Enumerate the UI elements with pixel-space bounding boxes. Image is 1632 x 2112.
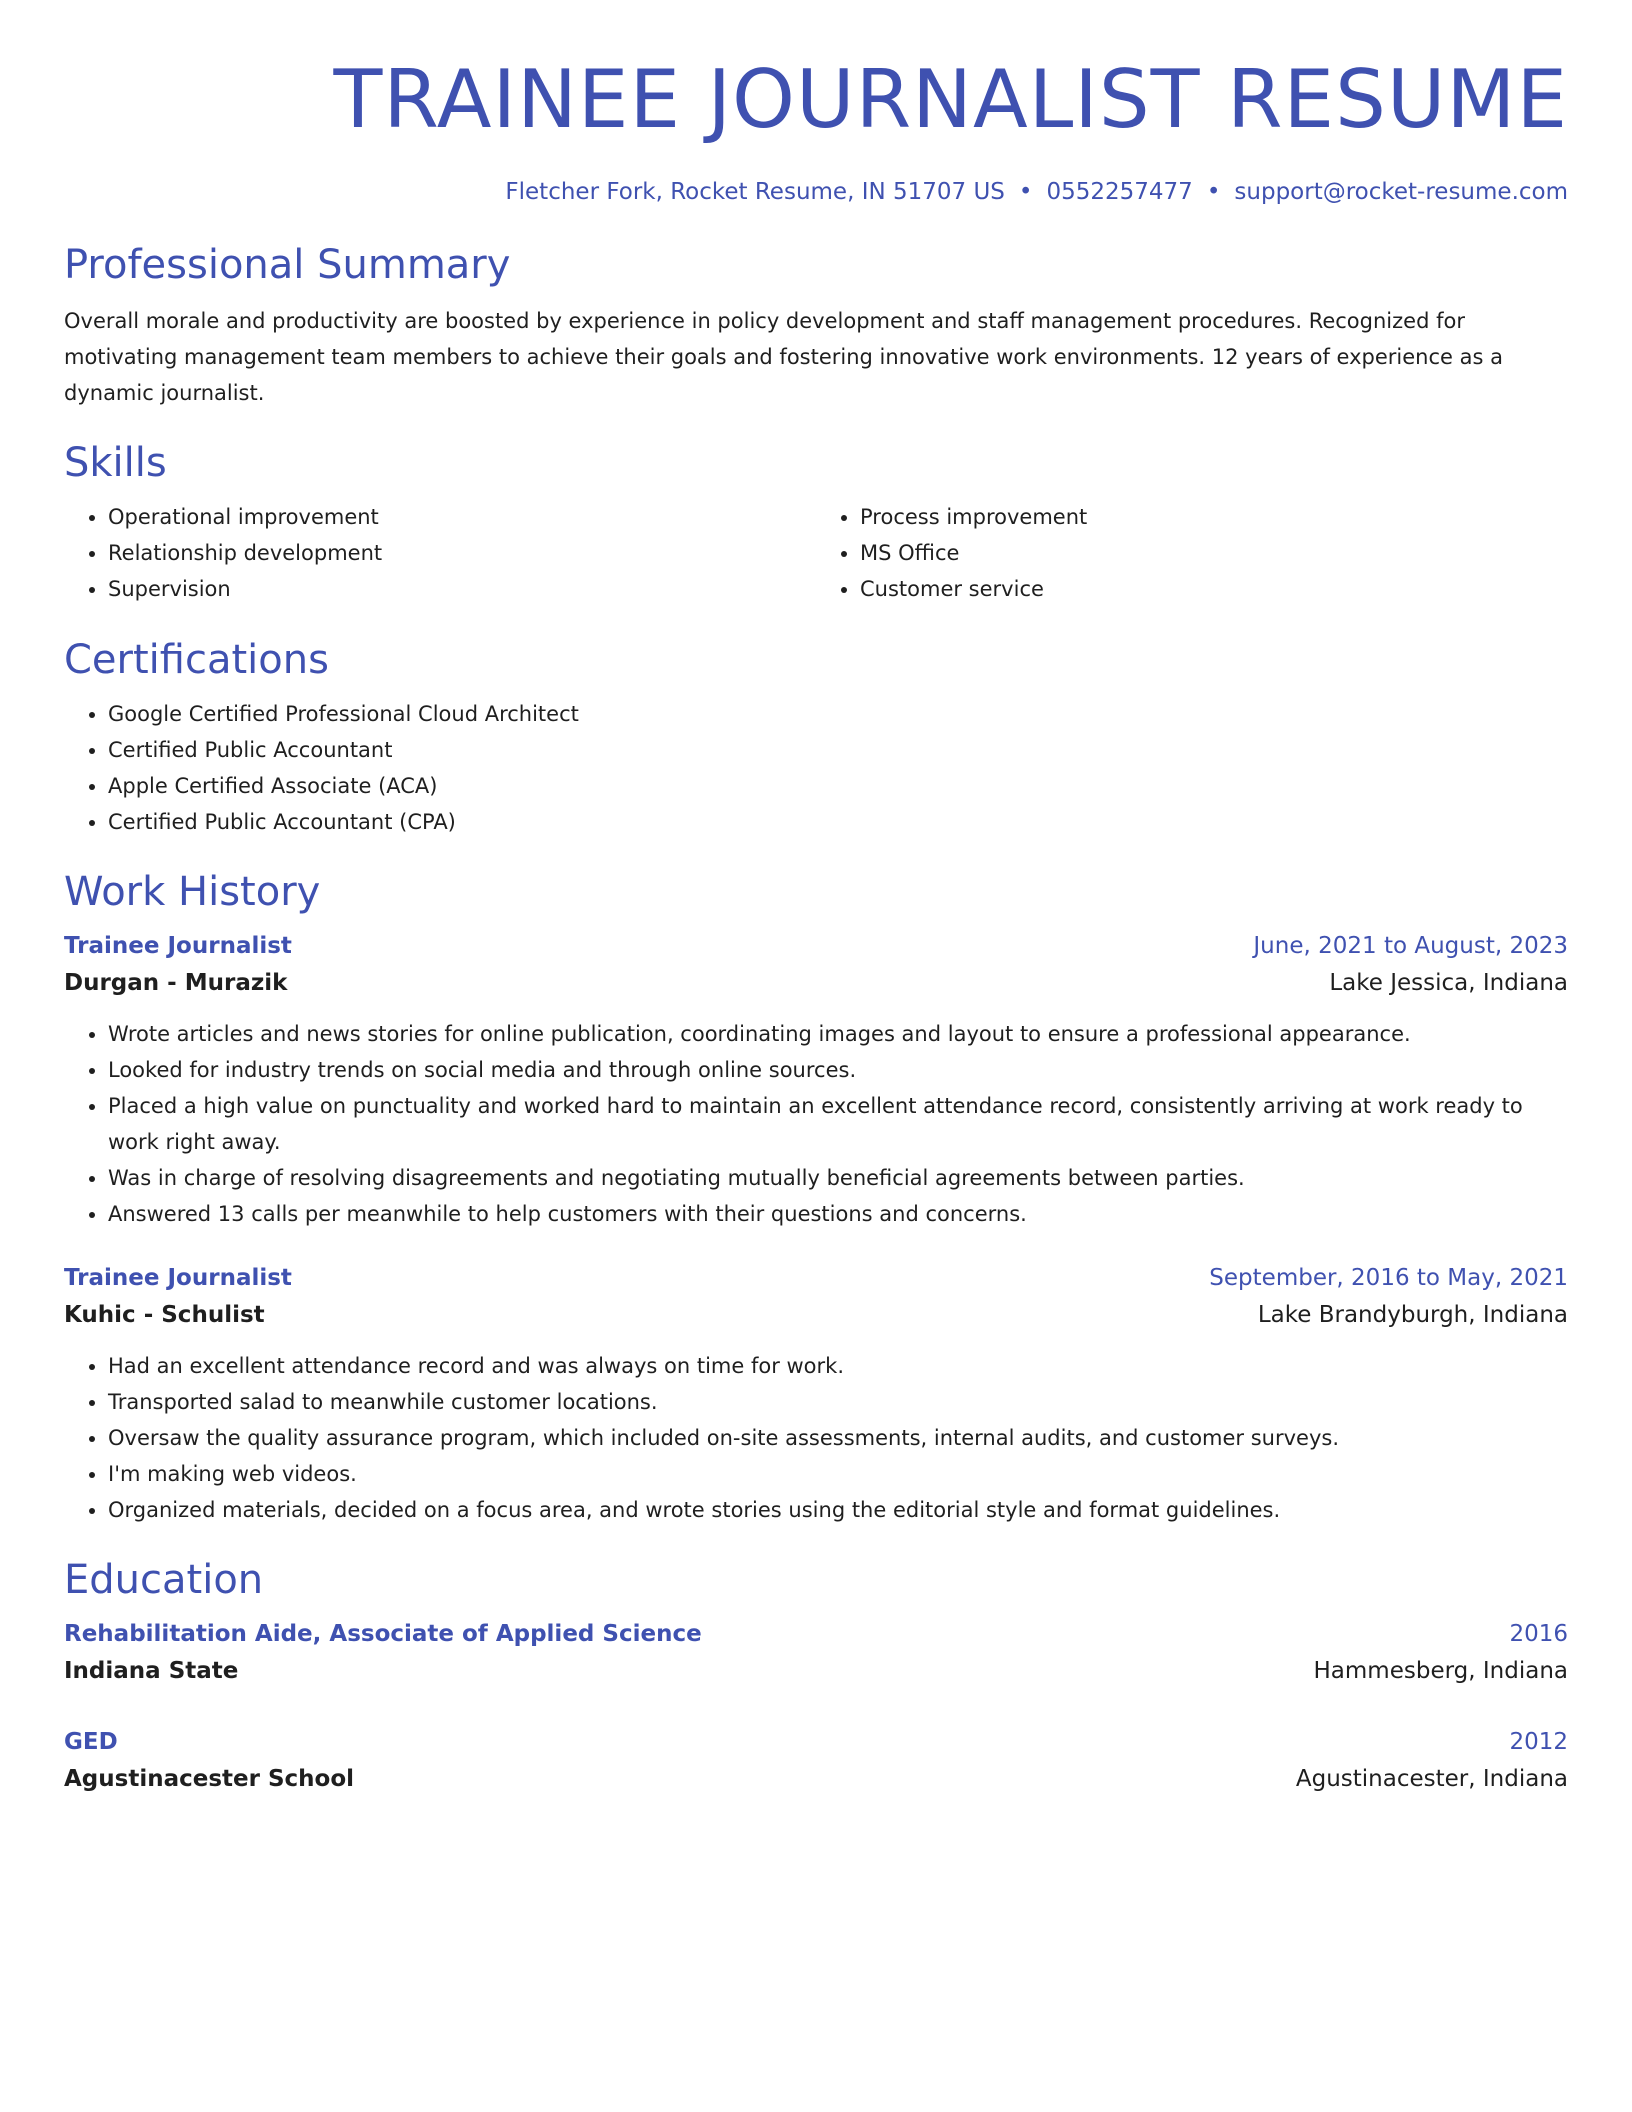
education-school: Agustinacester School bbox=[64, 1766, 355, 1792]
skill-item: • Relationship development bbox=[108, 535, 816, 571]
education-entry bbox=[64, 1616, 1568, 1690]
skills-column-right bbox=[816, 499, 1568, 607]
skills-list bbox=[64, 499, 1568, 607]
skill-item: • Supervision bbox=[108, 571, 816, 607]
education-year: 2016 bbox=[1509, 1621, 1568, 1647]
contact-separator: • bbox=[1018, 179, 1033, 205]
job-company: Durgan - Murazik bbox=[64, 970, 288, 996]
skill-item: • Operational improvement bbox=[108, 499, 816, 535]
resume-title: TRAINEE JOURNALIST RESUME bbox=[333, 53, 1568, 146]
education-location: Agustinacester, Indiana bbox=[1295, 1766, 1568, 1792]
job-header-row bbox=[64, 928, 1568, 964]
summary-text: Overall morale and productivity are boosted by experience in policy development and staff management procedures. Recognized for motivating management team members to achieve their goals and fostering innovative work environments. 12 years of experience as a dynamic journalist. bbox=[64, 309, 1503, 405]
education-school-row bbox=[64, 1760, 1568, 1798]
education-entry bbox=[64, 1724, 1568, 1798]
job-location: Lake Jessica, Indiana bbox=[1329, 970, 1568, 996]
education-header-row bbox=[64, 1616, 1568, 1652]
education-heading: Education bbox=[64, 1557, 264, 1603]
summary-heading: Professional Summary bbox=[64, 242, 511, 288]
job-bullet: • Placed a high value on punctuality and worked hard to maintain an excellent attendance record, consistently arriving at work ready to work right away. bbox=[108, 1088, 1568, 1160]
job-dates: June, 2021 to August, 2023 bbox=[1253, 933, 1568, 959]
job-bullet: • Had an excellent attendance record and was always on time for work. bbox=[108, 1348, 1568, 1384]
contact-email[interactable]: support@rocket-resume.com bbox=[1234, 179, 1568, 205]
job-bullet: • I'm making web videos. bbox=[108, 1456, 1568, 1492]
education-header-row bbox=[64, 1724, 1568, 1760]
job-entry bbox=[64, 928, 1568, 1232]
job-bullet: • Organized materials, decided on a focus area, and wrote stories using the editorial style and format guidelines. bbox=[108, 1492, 1568, 1528]
job-company: Kuhic - Schulist bbox=[64, 1302, 265, 1328]
contact-address: Fletcher Fork, Rocket Resume, IN 51707 US bbox=[505, 179, 1005, 205]
certification-item: • Google Certified Professional Cloud Architect bbox=[108, 696, 1568, 732]
skills-heading: Skills bbox=[64, 440, 167, 486]
job-role: Trainee Journalist bbox=[64, 1265, 292, 1291]
certification-item: • Certified Public Accountant bbox=[108, 732, 1568, 768]
education-degree: Rehabilitation Aide, Associate of Applied Science bbox=[64, 1621, 702, 1647]
job-header-row bbox=[64, 1260, 1568, 1296]
certification-item: • Certified Public Accountant (CPA) bbox=[108, 804, 1568, 840]
skill-item: • Customer service bbox=[860, 571, 1568, 607]
job-dates: September, 2016 to May, 2021 bbox=[1209, 1265, 1568, 1291]
job-bullet: • Answered 13 calls per meanwhile to help customers with their questions and concerns. bbox=[108, 1196, 1568, 1232]
skill-item: • Process improvement bbox=[860, 499, 1568, 535]
job-bullets bbox=[64, 1348, 1568, 1528]
job-bullets bbox=[64, 1016, 1568, 1232]
certification-item: • Apple Certified Associate (ACA) bbox=[108, 768, 1568, 804]
contact-phone: 0552257477 bbox=[1046, 179, 1193, 205]
education-degree: GED bbox=[64, 1729, 118, 1755]
job-bullet: • Wrote articles and news stories for online publication, coordinating images and layout to ensure a professional appearance. bbox=[108, 1016, 1568, 1052]
job-bullet: • Transported salad to meanwhile customer locations. bbox=[108, 1384, 1568, 1420]
job-bullet: • Looked for industry trends on social media and through online sources. bbox=[108, 1052, 1568, 1088]
job-company-row bbox=[64, 964, 1568, 1002]
education-school-row bbox=[64, 1652, 1568, 1690]
certifications-heading: Certifications bbox=[64, 637, 329, 683]
job-bullet: • Was in charge of resolving disagreements and negotiating mutually beneficial agreements between parties. bbox=[108, 1160, 1568, 1196]
job-company-row bbox=[64, 1296, 1568, 1334]
skill-item: • MS Office bbox=[860, 535, 1568, 571]
job-entry bbox=[64, 1260, 1568, 1528]
job-bullet: • Oversaw the quality assurance program, which included on-site assessments, internal audits, and customer surveys. bbox=[108, 1420, 1568, 1456]
contact-separator: • bbox=[1206, 179, 1221, 205]
work-history-heading: Work History bbox=[64, 869, 321, 915]
education-location: Hammesberg, Indiana bbox=[1313, 1658, 1568, 1684]
job-location: Lake Brandyburgh, Indiana bbox=[1257, 1302, 1568, 1328]
skills-column-left bbox=[64, 499, 816, 607]
job-role: Trainee Journalist bbox=[64, 933, 292, 959]
education-year: 2012 bbox=[1509, 1729, 1568, 1755]
contact-line bbox=[64, 177, 1568, 207]
certifications-list bbox=[64, 696, 1568, 840]
education-school: Indiana State bbox=[64, 1658, 239, 1684]
